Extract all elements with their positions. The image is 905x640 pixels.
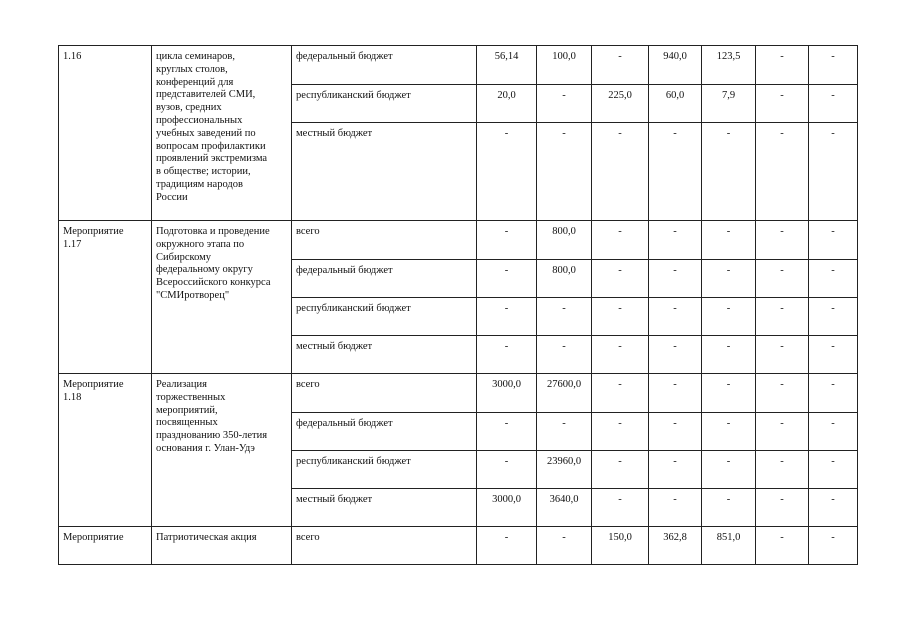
amount-cell: - <box>756 489 809 527</box>
measure-description-cell <box>152 46 292 221</box>
funding-source: федеральный бюджет <box>292 413 477 451</box>
funding-source: всего <box>292 527 477 565</box>
amount-cell: - <box>592 123 649 221</box>
amount-cell: - <box>702 221 756 260</box>
amount-cell: - <box>477 298 537 336</box>
amount-cell: - <box>649 260 702 298</box>
amount-cell: 362,8 <box>649 527 702 565</box>
amount-cell: - <box>756 451 809 489</box>
amount-cell: 56,14 <box>477 46 537 85</box>
amount-cell: - <box>649 123 702 221</box>
table-row <box>59 46 858 85</box>
amount-cell: 800,0 <box>537 221 592 260</box>
amount-cell: 20,0 <box>477 85 537 123</box>
funding-source: республиканский бюджет <box>292 298 477 336</box>
amount-cell: - <box>477 123 537 221</box>
measure-code-cell <box>59 527 152 565</box>
amount-cell: - <box>809 85 858 123</box>
amount-cell: - <box>809 123 858 221</box>
amount-cell: - <box>592 336 649 374</box>
amount-cell: - <box>537 123 592 221</box>
amount-cell: - <box>477 260 537 298</box>
amount-cell: 225,0 <box>592 85 649 123</box>
amount-cell: 100,0 <box>537 46 592 85</box>
amount-cell: - <box>592 374 649 413</box>
amount-cell: - <box>477 527 537 565</box>
amount-cell: - <box>592 298 649 336</box>
amount-cell: 3000,0 <box>477 374 537 413</box>
measure-code-cell <box>59 374 152 527</box>
amount-cell: - <box>477 336 537 374</box>
amount-cell: - <box>537 527 592 565</box>
amount-cell: - <box>592 260 649 298</box>
measure-code: Мероприятие 1.18 <box>63 379 124 403</box>
amount-cell: - <box>702 123 756 221</box>
amount-cell: - <box>477 451 537 489</box>
amount-cell: - <box>592 489 649 527</box>
amount-cell: - <box>702 374 756 413</box>
amount-cell: - <box>592 413 649 451</box>
amount-cell: 7,9 <box>702 85 756 123</box>
amount-cell: - <box>702 489 756 527</box>
amount-cell: - <box>592 451 649 489</box>
measure-code-cell <box>59 46 152 221</box>
funding-source: всего <box>292 374 477 413</box>
amount-cell: - <box>537 413 592 451</box>
amount-cell: - <box>649 374 702 413</box>
amount-cell: 27600,0 <box>537 374 592 413</box>
table-row <box>59 374 858 413</box>
amount-cell: - <box>756 85 809 123</box>
measure-description: Патриотическая акция <box>156 532 257 543</box>
amount-cell: - <box>537 85 592 123</box>
budget-table <box>58 45 858 565</box>
amount-cell: - <box>809 260 858 298</box>
amount-cell: 150,0 <box>592 527 649 565</box>
amount-cell: - <box>702 260 756 298</box>
amount-cell: 851,0 <box>702 527 756 565</box>
amount-cell: - <box>702 298 756 336</box>
amount-cell: - <box>756 336 809 374</box>
amount-cell: - <box>756 46 809 85</box>
measure-code: Мероприятие 1.17 <box>63 226 124 250</box>
amount-cell: - <box>756 221 809 260</box>
measure-description: Реализация торжественных мероприятий, посвященных празднованию 350-летия основания г. Улан-Удэ <box>156 379 268 454</box>
amount-cell: - <box>537 298 592 336</box>
amount-cell: - <box>649 221 702 260</box>
measure-code: Мероприятие <box>63 532 124 543</box>
amount-cell: 800,0 <box>537 260 592 298</box>
measure-description: Подготовка и проведение окружного этапа по Сибирскому федеральному округу Всероссийского конкурса "СМИротворец" <box>156 226 271 301</box>
amount-cell: - <box>702 336 756 374</box>
amount-cell: - <box>649 451 702 489</box>
amount-cell: - <box>756 123 809 221</box>
amount-cell: 3000,0 <box>477 489 537 527</box>
amount-cell: - <box>592 46 649 85</box>
amount-cell: - <box>477 221 537 260</box>
amount-cell: - <box>756 527 809 565</box>
table-row <box>59 221 858 260</box>
funding-source: федеральный бюджет <box>292 46 477 85</box>
amount-cell: - <box>809 527 858 565</box>
amount-cell: - <box>537 336 592 374</box>
amount-cell: - <box>809 374 858 413</box>
amount-cell: - <box>649 489 702 527</box>
measure-code: 1.16 <box>63 51 82 62</box>
funding-source: местный бюджет <box>292 123 477 221</box>
amount-cell: - <box>702 451 756 489</box>
amount-cell: - <box>809 221 858 260</box>
amount-cell: - <box>809 336 858 374</box>
amount-cell: 123,5 <box>702 46 756 85</box>
funding-source: федеральный бюджет <box>292 260 477 298</box>
amount-cell: 3640,0 <box>537 489 592 527</box>
amount-cell: - <box>809 489 858 527</box>
amount-cell: - <box>649 413 702 451</box>
amount-cell: - <box>809 298 858 336</box>
amount-cell: - <box>809 46 858 85</box>
funding-source: местный бюджет <box>292 336 477 374</box>
measure-description-cell <box>152 374 292 527</box>
amount-cell: 60,0 <box>649 85 702 123</box>
amount-cell: - <box>756 413 809 451</box>
funding-source: местный бюджет <box>292 489 477 527</box>
measure-description: цикла семинаров, круглых столов, конференций для представителей СМИ, вузов, средних профессиональных учебных заведений по вопросам профилактики проявлений экстремизма в обществе; истории, традициям народов России <box>156 51 268 203</box>
amount-cell: - <box>809 413 858 451</box>
amount-cell: - <box>649 298 702 336</box>
measure-description-cell <box>152 221 292 374</box>
table-row <box>59 527 858 565</box>
amount-cell: - <box>809 451 858 489</box>
amount-cell: 23960,0 <box>537 451 592 489</box>
funding-source: республиканский бюджет <box>292 85 477 123</box>
amount-cell: - <box>649 336 702 374</box>
measure-description-cell <box>152 527 292 565</box>
amount-cell: - <box>756 298 809 336</box>
amount-cell: - <box>756 374 809 413</box>
amount-cell: - <box>756 260 809 298</box>
amount-cell: - <box>702 413 756 451</box>
table-body <box>59 46 858 565</box>
measure-code-cell <box>59 221 152 374</box>
funding-source: всего <box>292 221 477 260</box>
amount-cell: - <box>477 413 537 451</box>
amount-cell: - <box>592 221 649 260</box>
amount-cell: 940,0 <box>649 46 702 85</box>
funding-source: республиканский бюджет <box>292 451 477 489</box>
